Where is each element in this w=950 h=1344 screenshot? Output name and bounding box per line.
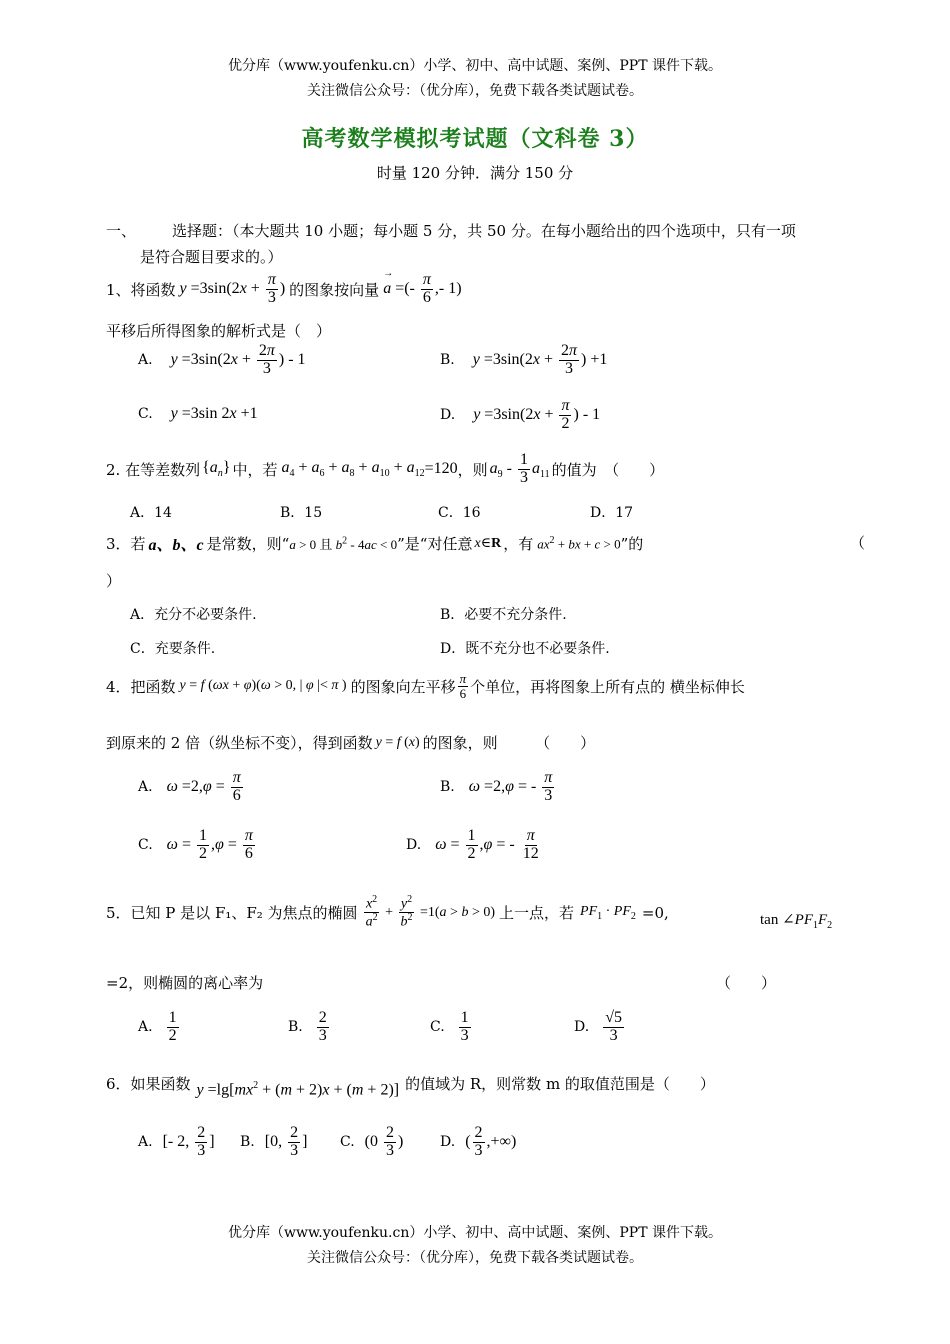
section-instructions-cont: 是符合题目要求的。）	[140, 248, 283, 266]
q4-option-c: C. ω = $\frac{1}{2}$ ,φ = $\frac{\pi}{6}$	[138, 827, 253, 862]
q5-option-b: B. $\frac{2}{3}$	[288, 1009, 327, 1044]
q3-prefix: 3．若	[106, 535, 146, 553]
q2-end: 的值为 （ ）	[551, 460, 665, 479]
q3-option-d: D．既不充分也不必要条件.	[440, 641, 610, 657]
q3-option-b: B．必要不充分条件.	[440, 607, 567, 623]
q2-option-b: B．15	[280, 505, 323, 521]
page-subtitle: 时量 120 分钟．满分 150 分	[376, 164, 574, 182]
page-title: 高考数学模拟考试题（文科卷 3）	[301, 126, 649, 152]
q1-prefix: 1、将函数	[106, 280, 176, 299]
footer-line-1: 优分库（www.youfenku.cn）小学、初中、高中试题、案例、PPT 课件下载。	[227, 1225, 722, 1241]
question-2: 2. 在等差数列 $\{a_n\}$ 中，若 $a_4 + a_6 + a_8 + a_{10} + a_{12}$ =120 ，则 $a_9$ - $\frac{1}{3}$ $a_{11}$ 的值为 （ ）	[106, 451, 665, 486]
q6-option-c-label: C.	[340, 1134, 355, 1151]
q6-mid: 的值域为 R，则常数 m 的取值范围是（ ）	[405, 1075, 715, 1094]
q3-end: ”的	[620, 535, 644, 553]
q2-mid1: 中，若	[232, 460, 278, 479]
q5-mid2: =0,	[641, 903, 669, 922]
q5-option-a-label: A.	[138, 1019, 153, 1036]
q4-mid2: 个单位，再将图象上所有点的 横坐标伸长	[470, 677, 745, 696]
q5-option-d-label: D.	[574, 1019, 590, 1036]
q4-option-b-label: B.	[440, 779, 455, 796]
q5-option-d: D. $\frac{√5}{3}$	[574, 1009, 622, 1044]
q6-option-b: B. [0, $\frac{2}{3}$ ]	[240, 1124, 308, 1159]
header-line-1: 优分库（www.youfenku.cn）小学、初中、高中试题、案例、PPT 课件下载。	[227, 58, 722, 74]
question-4: 4．把函数 y = f (ωx + φ)(ω > 0, | φ |< π ) 的图象向左平移 $\frac{\pi}{6}$ 个单位，再将图象上所有点的 横坐标伸长	[106, 671, 745, 701]
q5-line2: =2，则椭圆的离心率为	[106, 974, 264, 992]
q4-option-a: A. ω =2,φ = $\frac{\pi}{6}$	[138, 769, 241, 804]
q5-paren: （ ）	[716, 974, 777, 992]
question-3: 3．若 a、b、c 是常数，则“ a > 0 且 $b^2 - 4ac < 0$ ”是“对任意 x∈R ，有 $ax^2$ + bx + c > 0 ”的	[106, 534, 644, 554]
q2-prefix: 2. 在等差数列	[106, 460, 201, 479]
q4-mid1: 的图象向左平移	[350, 677, 456, 696]
q1-option-c: C. y =3sin 2x +1	[138, 405, 258, 422]
q6-option-a: A. [- 2, $\frac{2}{3}$ ]	[138, 1124, 215, 1159]
q5-option-a: A. $\frac{1}{2}$	[138, 1009, 177, 1044]
q6-prefix: 6．如果函数	[106, 1075, 191, 1094]
q3-option-c: C．充要条件.	[130, 641, 216, 657]
q4-option-a-label: A.	[138, 779, 153, 796]
q1-option-a: A. y =3sin(2x + $\frac{2\pi}{3}$ ) - 1	[138, 342, 306, 377]
q5-option-c-label: C.	[430, 1019, 445, 1036]
q3-mid1: 是常数，则“	[206, 535, 290, 553]
question-5: 5．已知 P 是以 F₁、F₂ 为焦点的椭圆 $\frac{x^2}{a^2}$ + $\frac{y^2}{b^2}$ =1(a > b > 0) 上一点，若 $PF_1 \cdot PF_2$ =0,	[106, 894, 669, 930]
footer-line-2: 关注微信公众号：（优分库），免费下载各类试题试卷。	[307, 1250, 643, 1266]
q2-mid2: ，则	[457, 460, 488, 479]
q4-option-b: B. ω =2,φ = - $\frac{\pi}{3}$	[440, 769, 553, 804]
q1-line2: 平移后所得图象的解析式是（ ）	[106, 322, 332, 340]
section-instructions: 选择题：（本大题共 10 小题；每小题 5 分，共 50 分。在每小题给出的四个选项中，只有一项	[172, 222, 796, 240]
q1-option-b: B. y =3sin(2x + $\frac{2\pi}{3}$ ) +1	[440, 342, 608, 377]
q2-option-d: D．17	[590, 505, 634, 521]
q3-mid2: ”是“对任意	[397, 535, 473, 553]
q6-option-b-label: B.	[240, 1134, 255, 1151]
q1-option-d-label: D.	[440, 407, 456, 424]
q3-mid3: ，有	[503, 535, 534, 553]
q1-option-a-label: A.	[138, 352, 153, 369]
q3-paren-close: ）	[106, 572, 122, 590]
q3-paren-open: （	[850, 534, 866, 552]
q6-option-c: C. (0 $\frac{2}{3}$ )	[340, 1124, 404, 1159]
q1-mid: 的图象按向量	[289, 280, 380, 299]
q1-option-d: D. y =3sin(2x + $\frac{\pi}{2}$ ) - 1	[440, 397, 601, 432]
question-1	[106, 272, 462, 307]
q6-option-d-label: D.	[440, 1134, 456, 1151]
q2-option-a: A．14	[130, 505, 172, 521]
q5-tan: $\tan \angle PF_1F_2$	[760, 912, 833, 931]
q6-option-a-label: A.	[138, 1134, 153, 1151]
q2-eq: =120	[424, 460, 458, 478]
q5-option-b-label: B.	[288, 1019, 303, 1036]
q2-option-c: C．16	[438, 505, 481, 521]
q3-option-a: A．充分不必要条件.	[130, 607, 257, 623]
q4-prefix: 4．把函数	[106, 677, 176, 696]
question-6: 6．如果函数 $y =\lg[mx^2 + (m + 2)x + (m + 2)]$ 的值域为 R，则常数 m 的取值范围是（ ）	[106, 1075, 715, 1099]
q4-line2b: 的图象，则 （ ）	[422, 734, 596, 752]
q5-prefix: 5．已知 P 是以 F₁、F₂ 为焦点的椭圆	[106, 904, 358, 923]
q1-vector: → a =(- $\frac{\pi}{6}$ ,- 1)	[383, 272, 461, 307]
section-number: 一、	[106, 222, 137, 240]
q6-option-d: D. ( $\frac{2}{3}$ ,+∞)	[440, 1124, 517, 1159]
q4-line2: 到原来的 2 倍（纵坐标不变），得到函数 y = f (x) 的图象，则 （ ）	[106, 734, 596, 752]
header-line-2: 关注微信公众号：（优分库），免费下载各类试题试卷。	[307, 83, 643, 99]
q1-formula: y =3sin(2x + $\frac{\pi}{3}$ )	[179, 271, 286, 306]
q4-option-d-label: D.	[406, 837, 422, 854]
q1-option-c-label: C.	[138, 406, 153, 422]
q1-option-b-label: B.	[440, 352, 455, 369]
q5-mid1: 上一点，若	[499, 904, 575, 923]
q4-option-d: D. ω = $\frac{1}{2}$ ,φ = - $\frac{\pi}{12}$	[406, 827, 539, 862]
q4-line2a: 到原来的 2 倍（纵坐标不变），得到函数	[106, 734, 373, 752]
q4-option-c-label: C.	[138, 837, 153, 854]
q5-option-c: C. $\frac{1}{3}$	[430, 1009, 469, 1044]
